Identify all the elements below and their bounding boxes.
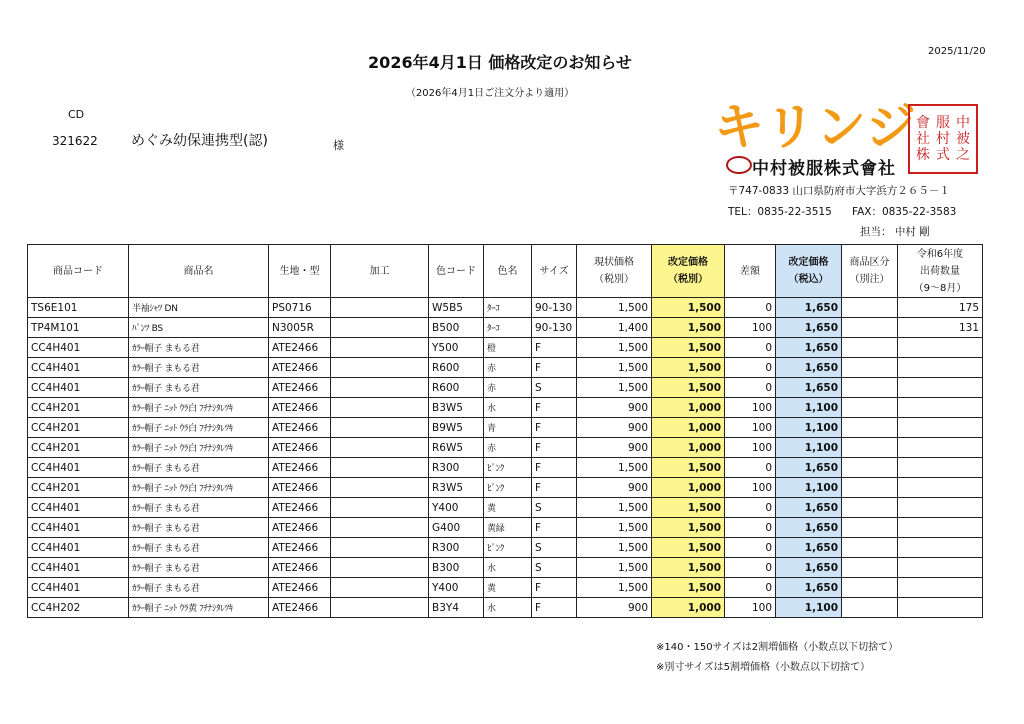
cell-name: ｶﾗｰ帽子 まもる君 xyxy=(129,378,269,398)
header-new-price-tax xyxy=(776,245,842,298)
cell-name: ﾊﾟﾝﾂ BS xyxy=(129,318,269,338)
cell-current-price: 1,400 xyxy=(577,318,652,338)
cell-size: S xyxy=(532,538,577,558)
cell-shipped xyxy=(898,518,983,538)
table-row xyxy=(28,478,983,498)
cell-process xyxy=(331,518,429,538)
cell-color-code: R600 xyxy=(429,358,484,378)
cell-fabric: ATE2466 xyxy=(269,498,331,518)
cell-name: ｶﾗｰ帽子 ﾆｯﾄ ｳﾗ白 ﾌﾁﾅｼﾀﾚﾂｷ xyxy=(129,478,269,498)
cell-color-name: 黄緑 xyxy=(484,518,532,538)
cell-process xyxy=(331,578,429,598)
price-table xyxy=(27,244,983,618)
cell-size: F xyxy=(532,518,577,538)
cell-new-price: 1,500 xyxy=(652,298,725,318)
cell-diff: 100 xyxy=(725,418,776,438)
seal-char: 株 xyxy=(916,147,930,163)
cell-code: CC4H401 xyxy=(28,578,129,598)
cell-category xyxy=(842,378,898,398)
cell-code: CC4H201 xyxy=(28,478,129,498)
cell-color-name: 橙 xyxy=(484,338,532,358)
cell-size: F xyxy=(532,478,577,498)
cell-current-price: 1,500 xyxy=(577,518,652,538)
cell-name: ｶﾗｰ帽子 ﾆｯﾄ ｳﾗ白 ﾌﾁﾅｼﾀﾚﾂｷ xyxy=(129,418,269,438)
person-in-charge: 担当： 中村 剛 xyxy=(860,226,930,238)
cell-color-code: B3W5 xyxy=(429,398,484,418)
cell-color-code: B300 xyxy=(429,558,484,578)
cell-new-price-tax: 1,650 xyxy=(776,518,842,538)
cell-category xyxy=(842,338,898,358)
cell-color-name: 水 xyxy=(484,558,532,578)
cell-fabric: ATE2466 xyxy=(269,338,331,358)
header-shipped-l2: 出荷数量 xyxy=(920,265,960,277)
cell-new-price: 1,000 xyxy=(652,478,725,498)
header-shipped-l3: （9～8月） xyxy=(913,282,967,294)
cell-size: S xyxy=(532,378,577,398)
cell-current-price: 1,500 xyxy=(577,298,652,318)
cell-fabric: ATE2466 xyxy=(269,558,331,578)
cell-new-price: 1,500 xyxy=(652,338,725,358)
cell-color-code: W5B5 xyxy=(429,298,484,318)
cell-size: F xyxy=(532,338,577,358)
cell-shipped xyxy=(898,338,983,358)
cell-size: S xyxy=(532,498,577,518)
cell-current-price: 900 xyxy=(577,478,652,498)
cell-new-price: 1,500 xyxy=(652,538,725,558)
cell-shipped xyxy=(898,358,983,378)
table-row xyxy=(28,378,983,398)
cell-shipped xyxy=(898,378,983,398)
table-row xyxy=(28,558,983,578)
header-current-l1: 現状価格 xyxy=(594,257,634,268)
cell-code: CC4H202 xyxy=(28,598,129,618)
cell-color-code: Y400 xyxy=(429,498,484,518)
cell-process xyxy=(331,378,429,398)
cell-color-name: ﾋﾟﾝｸ xyxy=(484,538,532,558)
cell-shipped xyxy=(898,578,983,598)
cell-color-name: 黄 xyxy=(484,578,532,598)
cell-new-price-tax: 1,650 xyxy=(776,458,842,478)
cell-color-code: Y400 xyxy=(429,578,484,598)
table-row xyxy=(28,458,983,478)
seal-char: 村 xyxy=(936,131,950,147)
cell-shipped xyxy=(898,398,983,418)
issue-date: 2025/11/20 xyxy=(928,46,986,57)
cell-diff: 0 xyxy=(725,498,776,518)
customer-name: めぐみ幼保連携型(認) xyxy=(131,133,268,149)
cell-category xyxy=(842,438,898,458)
cell-category xyxy=(842,418,898,438)
cell-new-price: 1,500 xyxy=(652,498,725,518)
cell-current-price: 1,500 xyxy=(577,578,652,598)
cell-shipped xyxy=(898,458,983,478)
cell-current-price: 900 xyxy=(577,398,652,418)
header-shipped-l1: 令和6年度 xyxy=(916,248,964,260)
cell-current-price: 1,500 xyxy=(577,458,652,478)
cell-fabric: ATE2466 xyxy=(269,398,331,418)
seal-char: 之 xyxy=(956,147,970,163)
cell-name: ｶﾗｰ帽子 まもる君 xyxy=(129,538,269,558)
cell-fabric: ATE2466 xyxy=(269,358,331,378)
cell-category xyxy=(842,598,898,618)
cell-color-code: B500 xyxy=(429,318,484,338)
header-new-price xyxy=(652,245,725,298)
cell-color-name: 赤 xyxy=(484,378,532,398)
table-row xyxy=(28,318,983,338)
cell-diff: 0 xyxy=(725,578,776,598)
cell-color-name: 水 xyxy=(484,398,532,418)
seal-char: 服 xyxy=(936,115,950,131)
cell-process xyxy=(331,438,429,458)
cell-size: F xyxy=(532,398,577,418)
cell-shipped xyxy=(898,598,983,618)
cell-color-code: R300 xyxy=(429,458,484,478)
header-category xyxy=(842,245,898,298)
table-row xyxy=(28,298,983,318)
cell-fabric: PS0716 xyxy=(269,298,331,318)
cell-category xyxy=(842,358,898,378)
cell-new-price: 1,000 xyxy=(652,438,725,458)
table-row xyxy=(28,538,983,558)
cell-color-code: R300 xyxy=(429,538,484,558)
cell-diff: 100 xyxy=(725,438,776,458)
cell-current-price: 1,500 xyxy=(577,538,652,558)
cell-diff: 100 xyxy=(725,478,776,498)
cell-current-price: 900 xyxy=(577,438,652,458)
cell-shipped xyxy=(898,538,983,558)
honorific: 様 xyxy=(333,139,344,152)
cell-name: ｶﾗｰ帽子 まもる君 xyxy=(129,558,269,578)
table-row xyxy=(28,338,983,358)
cell-code: CC4H401 xyxy=(28,378,129,398)
cell-shipped: 175 xyxy=(898,298,983,318)
cell-code: CC4H201 xyxy=(28,438,129,458)
cell-code: CC4H401 xyxy=(28,458,129,478)
table-row xyxy=(28,358,983,378)
cell-fabric: ATE2466 xyxy=(269,438,331,458)
cell-fabric: ATE2466 xyxy=(269,478,331,498)
cell-color-code: Y500 xyxy=(429,338,484,358)
cell-fabric: N3005R xyxy=(269,318,331,338)
cell-process xyxy=(331,418,429,438)
cell-category xyxy=(842,498,898,518)
cell-size: F xyxy=(532,418,577,438)
cell-current-price: 900 xyxy=(577,598,652,618)
header-current-price xyxy=(577,245,652,298)
header-new-tax-l1: 改定価格 xyxy=(788,257,829,268)
cell-diff: 0 xyxy=(725,458,776,478)
cell-new-price: 1,500 xyxy=(652,558,725,578)
cell-fabric: ATE2466 xyxy=(269,378,331,398)
cell-color-code: B3Y4 xyxy=(429,598,484,618)
company-seal xyxy=(908,104,978,174)
header-process: 加工 xyxy=(331,245,429,298)
table-row xyxy=(28,598,983,618)
table-body xyxy=(28,298,983,618)
cell-diff: 100 xyxy=(725,598,776,618)
cell-size: F xyxy=(532,598,577,618)
header-color-name: 色名 xyxy=(484,245,532,298)
cell-current-price: 1,500 xyxy=(577,558,652,578)
cell-name: ｶﾗｰ帽子 まもる君 xyxy=(129,458,269,478)
cell-new-price-tax: 1,100 xyxy=(776,478,842,498)
cell-name: ｶﾗｰ帽子 ﾆｯﾄ ｳﾗ白 ﾌﾁﾅｼﾀﾚﾂｷ xyxy=(129,438,269,458)
cell-diff: 0 xyxy=(725,538,776,558)
cell-color-name: ﾋﾟﾝｸ xyxy=(484,478,532,498)
header-fabric: 生地・型 xyxy=(269,245,331,298)
cell-color-code: B9W5 xyxy=(429,418,484,438)
cell-new-price: 1,500 xyxy=(652,578,725,598)
cell-category xyxy=(842,578,898,598)
document-title: 2026年4月1日 価格改定のお知らせ xyxy=(368,53,632,72)
cell-name: ｶﾗｰ帽子 ﾆｯﾄ ｳﾗ黄 ﾌﾁﾅｼﾀﾚﾂｷ xyxy=(129,598,269,618)
cell-code: TP4M101 xyxy=(28,318,129,338)
cell-name: ｶﾗｰ帽子 まもる君 xyxy=(129,518,269,538)
cell-color-code: R600 xyxy=(429,378,484,398)
cell-diff: 0 xyxy=(725,298,776,318)
header-code: 商品コード xyxy=(28,245,129,298)
cell-process xyxy=(331,458,429,478)
cell-diff: 0 xyxy=(725,338,776,358)
cell-code: CC4H201 xyxy=(28,398,129,418)
cell-code: CC4H201 xyxy=(28,418,129,438)
cell-new-price: 1,500 xyxy=(652,518,725,538)
cell-new-price-tax: 1,100 xyxy=(776,598,842,618)
cell-shipped xyxy=(898,438,983,458)
table-row xyxy=(28,438,983,458)
note-size-140-150: ※140・150サイズは2割増価格（小数点以下切捨て） xyxy=(656,642,899,653)
cell-color-code: R6W5 xyxy=(429,438,484,458)
cell-color-name: ﾋﾟﾝｸ xyxy=(484,458,532,478)
cell-new-price-tax: 1,650 xyxy=(776,298,842,318)
cell-category xyxy=(842,478,898,498)
cell-size: 90-130 xyxy=(532,318,577,338)
document-subtitle: （2026年4月1日ご注文分より適用） xyxy=(405,88,575,99)
cell-fabric: ATE2466 xyxy=(269,538,331,558)
cell-shipped xyxy=(898,498,983,518)
cell-diff: 100 xyxy=(725,318,776,338)
cell-size: S xyxy=(532,558,577,578)
cell-color-name: 赤 xyxy=(484,438,532,458)
cell-color-code: G400 xyxy=(429,518,484,538)
cell-fabric: ATE2466 xyxy=(269,578,331,598)
cell-new-price-tax: 1,100 xyxy=(776,438,842,458)
cell-shipped xyxy=(898,418,983,438)
table-header-row xyxy=(28,245,983,298)
table-row xyxy=(28,418,983,438)
header-shipped xyxy=(898,245,983,298)
cell-new-price-tax: 1,650 xyxy=(776,538,842,558)
cell-code: CC4H401 xyxy=(28,338,129,358)
cell-code: CC4H401 xyxy=(28,538,129,558)
company-tel: TEL：0835-22-3515 xyxy=(728,206,832,218)
cell-color-name: ﾀｰｺ xyxy=(484,298,532,318)
cell-process xyxy=(331,318,429,338)
cell-process xyxy=(331,498,429,518)
cell-process xyxy=(331,398,429,418)
cell-shipped xyxy=(898,558,983,578)
cell-code: CC4H401 xyxy=(28,558,129,578)
cell-process xyxy=(331,598,429,618)
company-address: 〒747-0833 山口県防府市大字浜方２６５－１ xyxy=(728,185,950,197)
cell-fabric: ATE2466 xyxy=(269,418,331,438)
cell-current-price: 1,500 xyxy=(577,338,652,358)
cell-new-price: 1,000 xyxy=(652,598,725,618)
header-new-l2: （税別） xyxy=(668,274,708,285)
cell-new-price-tax: 1,650 xyxy=(776,378,842,398)
company-fax: FAX：0835-22-3583 xyxy=(852,206,957,218)
cd-label: CD xyxy=(68,108,85,121)
seal-char: 中 xyxy=(956,115,970,131)
cell-new-price: 1,500 xyxy=(652,458,725,478)
header-diff: 差額 xyxy=(725,245,776,298)
cell-new-price-tax: 1,650 xyxy=(776,358,842,378)
cell-color-name: 黄 xyxy=(484,498,532,518)
cell-color-name: ﾀｰｺ xyxy=(484,318,532,338)
cell-new-price: 1,500 xyxy=(652,378,725,398)
cell-category xyxy=(842,558,898,578)
cell-color-name: 水 xyxy=(484,598,532,618)
table-row xyxy=(28,498,983,518)
company-mark-icon xyxy=(726,156,752,174)
cell-new-price-tax: 1,650 xyxy=(776,498,842,518)
cell-category xyxy=(842,318,898,338)
cell-category xyxy=(842,398,898,418)
cell-code: CC4H401 xyxy=(28,358,129,378)
cell-code: CC4H401 xyxy=(28,498,129,518)
header-current-l2: （税別） xyxy=(594,274,634,285)
cell-diff: 0 xyxy=(725,358,776,378)
cell-process xyxy=(331,338,429,358)
header-size: サイズ xyxy=(532,245,577,298)
cell-new-price-tax: 1,650 xyxy=(776,318,842,338)
cell-process xyxy=(331,558,429,578)
cell-size: F xyxy=(532,358,577,378)
cell-new-price-tax: 1,650 xyxy=(776,558,842,578)
cell-category xyxy=(842,538,898,558)
cell-process xyxy=(331,538,429,558)
cell-new-price-tax: 1,100 xyxy=(776,418,842,438)
header-new-tax-l2: （税込） xyxy=(788,274,829,285)
table-row xyxy=(28,578,983,598)
cell-diff: 0 xyxy=(725,518,776,538)
cell-current-price: 900 xyxy=(577,418,652,438)
company-name: 中村被服株式會社 xyxy=(752,159,896,179)
cell-color-name: 青 xyxy=(484,418,532,438)
cell-new-price: 1,500 xyxy=(652,318,725,338)
cell-new-price-tax: 1,100 xyxy=(776,398,842,418)
cell-process xyxy=(331,358,429,378)
cell-new-price-tax: 1,650 xyxy=(776,338,842,358)
cell-fabric: ATE2466 xyxy=(269,458,331,478)
cell-process xyxy=(331,478,429,498)
cell-fabric: ATE2466 xyxy=(269,518,331,538)
seal-char: 社 xyxy=(916,131,930,147)
cell-color-name: 赤 xyxy=(484,358,532,378)
seal-char: 會 xyxy=(916,115,930,131)
company-logo: キリンジ xyxy=(714,98,917,156)
cell-new-price-tax: 1,650 xyxy=(776,578,842,598)
cell-diff: 0 xyxy=(725,558,776,578)
cell-code: CC4H401 xyxy=(28,518,129,538)
cell-new-price: 1,500 xyxy=(652,358,725,378)
note-custom-size: ※別寸サイズは5割増価格（小数点以下切捨て） xyxy=(656,662,870,673)
cell-shipped xyxy=(898,478,983,498)
cell-fabric: ATE2466 xyxy=(269,598,331,618)
cell-diff: 0 xyxy=(725,378,776,398)
cd-value: 321622 xyxy=(52,134,98,148)
cell-name: 半袖ｼｬﾂ DN xyxy=(129,298,269,318)
header-new-l1: 改定価格 xyxy=(668,257,708,268)
cell-new-price: 1,000 xyxy=(652,418,725,438)
cell-category xyxy=(842,458,898,478)
table-row xyxy=(28,398,983,418)
cell-name: ｶﾗｰ帽子 ﾆｯﾄ ｳﾗ白 ﾌﾁﾅｼﾀﾚﾂｷ xyxy=(129,398,269,418)
cell-current-price: 1,500 xyxy=(577,378,652,398)
cell-color-code: R3W5 xyxy=(429,478,484,498)
cell-category xyxy=(842,518,898,538)
cell-category xyxy=(842,298,898,318)
cell-name: ｶﾗｰ帽子 まもる君 xyxy=(129,358,269,378)
cell-code: TS6E101 xyxy=(28,298,129,318)
cell-name: ｶﾗｰ帽子 まもる君 xyxy=(129,578,269,598)
header-name: 商品名 xyxy=(129,245,269,298)
header-category-l2: （別注） xyxy=(849,274,890,285)
cell-new-price: 1,000 xyxy=(652,398,725,418)
cell-diff: 100 xyxy=(725,398,776,418)
cell-name: ｶﾗｰ帽子 まもる君 xyxy=(129,338,269,358)
cell-size: F xyxy=(532,438,577,458)
cell-size: F xyxy=(532,578,577,598)
seal-char: 被 xyxy=(956,131,970,147)
header-category-l1: 商品区分 xyxy=(849,257,890,268)
cell-process xyxy=(331,298,429,318)
table-row xyxy=(28,518,983,538)
seal-char: 式 xyxy=(936,147,950,163)
cell-name: ｶﾗｰ帽子 まもる君 xyxy=(129,498,269,518)
header-color-code: 色コード xyxy=(429,245,484,298)
cell-size: 90-130 xyxy=(532,298,577,318)
cell-current-price: 1,500 xyxy=(577,498,652,518)
cell-size: F xyxy=(532,458,577,478)
cell-current-price: 1,500 xyxy=(577,358,652,378)
cell-shipped: 131 xyxy=(898,318,983,338)
